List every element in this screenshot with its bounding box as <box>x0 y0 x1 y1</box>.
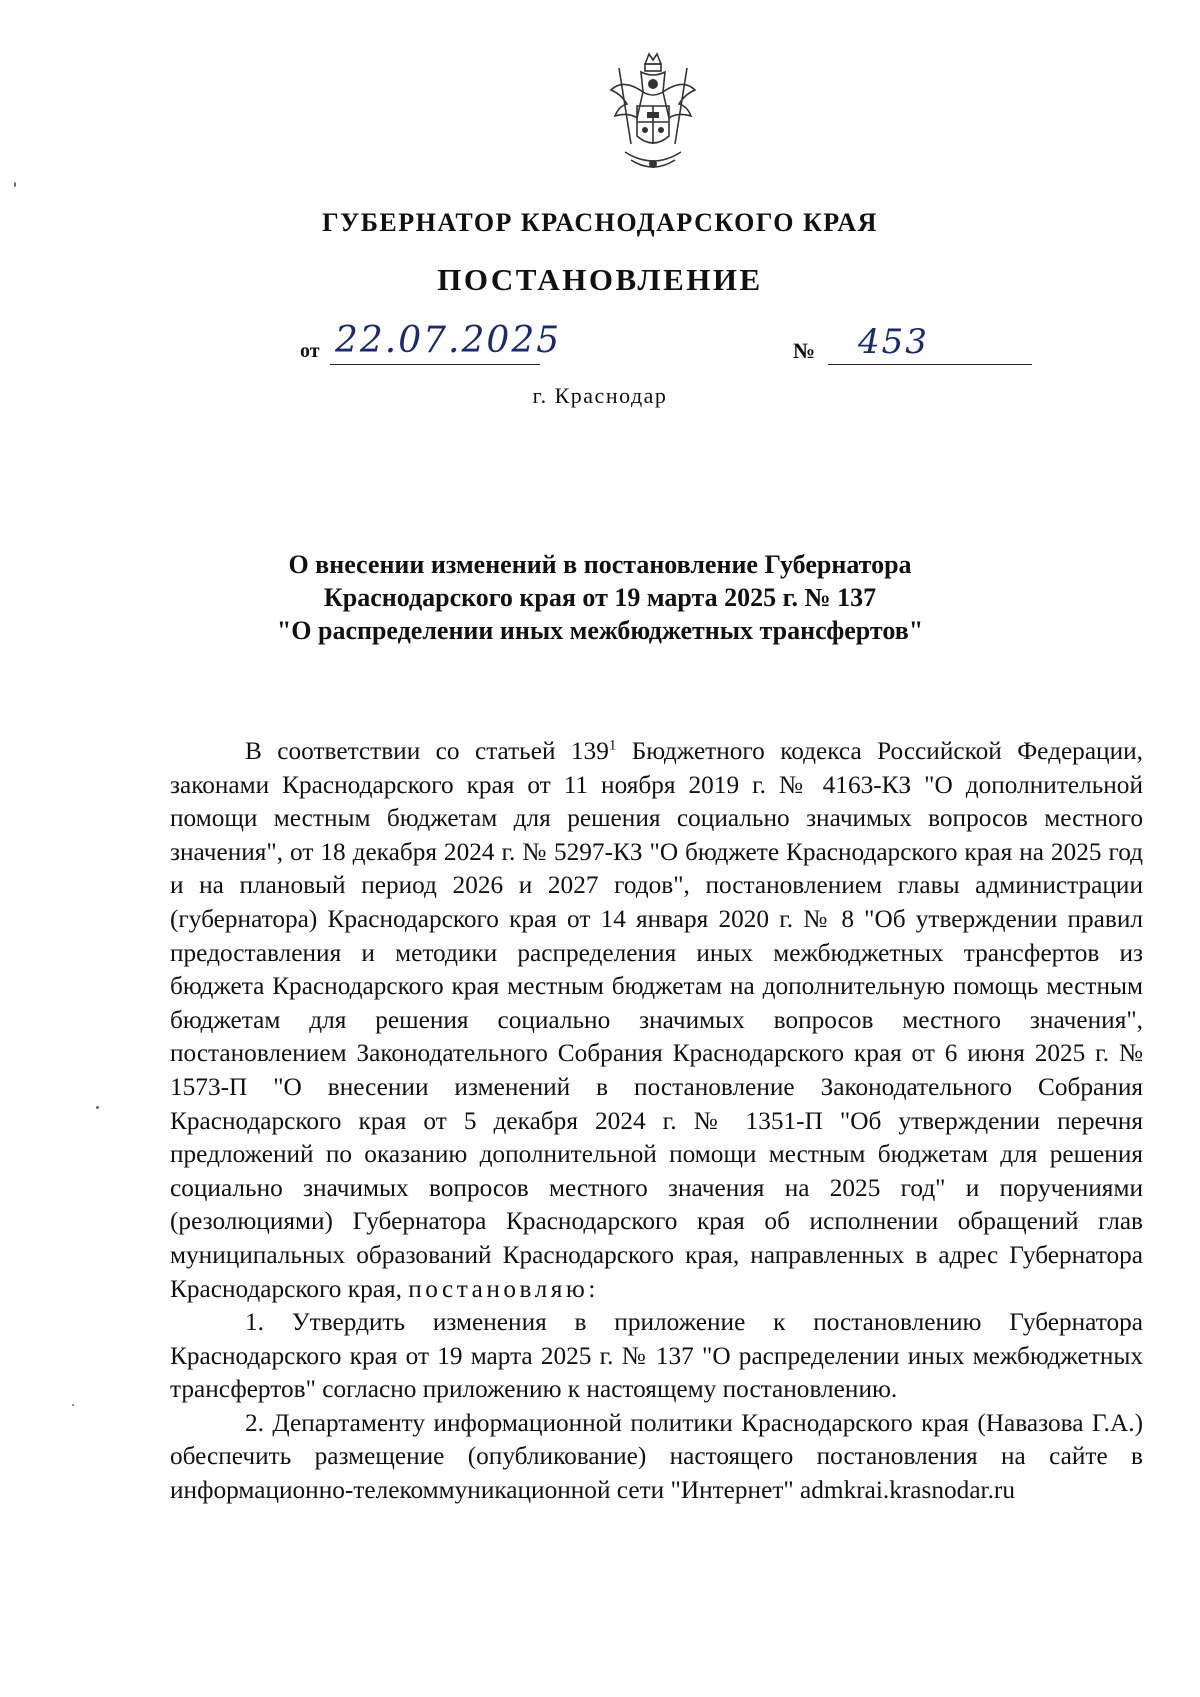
document-type: ПОСТАНОВЛЕНИЕ <box>437 262 763 297</box>
preamble-paragraph <box>170 735 1143 1306</box>
article-superscript: 1 <box>608 737 617 754</box>
coat-of-arms-icon <box>605 48 701 176</box>
number-label: № <box>793 338 816 363</box>
resolve-word: постановляю: <box>408 1274 599 1303</box>
preamble-text-start: В соответствии со статьей 139 <box>245 737 609 765</box>
preamble-text: Бюджетного кодекса Российской Федерации, законами Краснодарского края от 11 ноября 2019 г. № 4163-КЗ "О дополнительной помощи местным бюджетам для решения социально значимых вопросов местного значения", от 18 декабря 2024 г. № 5297-КЗ "О бюджете Краснодарского края на 2025 год и на плановый период 2026 и 2027 годов", постановлением главы администрации (губернатора) Краснодарского края от 14 января 2020 г. № 8 "Об утверждении правил предоставления и методики распределения иных межбюджетных трансфертов из бюджета Краснодарского края местным бюджетам на дополнительную помощь местным бюджетам для решения социально значимых вопросов местного значения", постановлением Законодательного Собрания Краснодарского края от 6 июня 2025 г. № 1573-П "О внесении изменений в постановление Законодательного Собрания Краснодарского края от 5 декабря 2024 г. № 1351-П "Об утверждении перечня предложений по оказанию дополнительной помощи местным бюджетам для решения социально значимых вопросов местного значения на 2025 год" и поручениями (резолюциями) Губернатора Краснодарского края об исполнении обращений глав муниципальных образований Краснодарского края, направленных в адрес Губернатора Краснодарского края, <box>170 737 1143 1303</box>
scan-speck <box>96 1106 99 1109</box>
document-body <box>170 735 1143 1508</box>
title-line-1: О внесении изменений в постановление Губернатора <box>288 550 912 579</box>
issuing-authority: ГУБЕРНАТОР КРАСНОДАРСКОГО КРАЯ <box>322 208 878 237</box>
handwritten-number: 453 <box>858 322 929 362</box>
date-underline <box>330 364 540 365</box>
document-title <box>250 548 950 647</box>
title-line-3: "О распределении иных межбюджетных трансфертов" <box>276 616 924 645</box>
clause-2: 2. Департаменту информационной политики Краснодарского края (Навазова Г.А.) обеспечить размещение (опубликование) настоящего постановления на сайте в информационно-телекоммуникационной сети "Интернет" admkrai.krasnodar.ru <box>170 1408 1143 1505</box>
handwritten-date: 22.07.2025 <box>335 320 562 361</box>
title-line-2: Краснодарского края от 19 марта 2025 г. № 137 <box>323 583 877 612</box>
date-label: от <box>300 340 320 362</box>
scan-speck <box>14 182 16 187</box>
city: г. Краснодар <box>532 383 668 408</box>
number-underline <box>828 364 1032 365</box>
clause-1: 1. Утвердить изменения в приложение к постановлению Губернатора Краснодарского края от 19 марта 2025 г. № 137 "О распределении иных межбюджетных трансфертов" согласно приложению к настоящему постановлению. <box>170 1308 1143 1404</box>
scan-speck <box>72 1404 74 1406</box>
